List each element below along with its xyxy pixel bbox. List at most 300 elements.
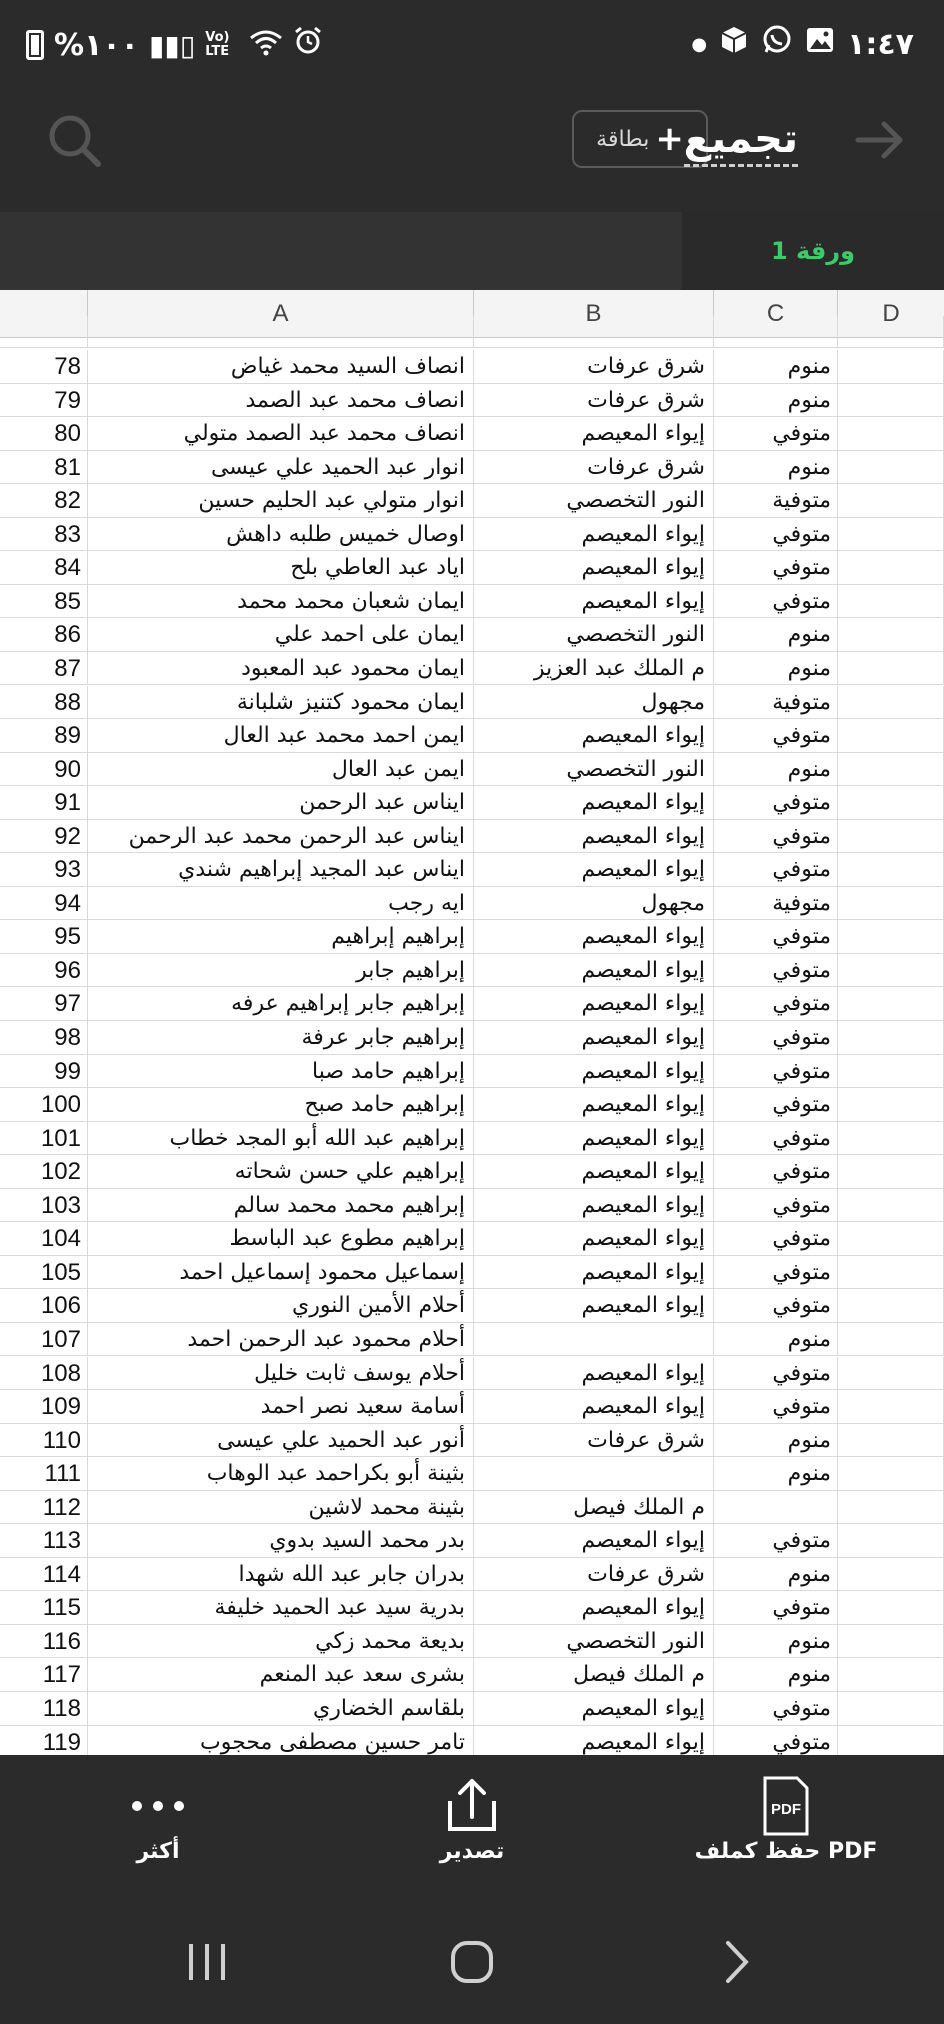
row-number-cell[interactable]: 85 bbox=[0, 585, 88, 619]
column-header-c[interactable]: C bbox=[714, 290, 838, 338]
row-number-cell[interactable]: 81 bbox=[0, 451, 88, 485]
row-number-cell[interactable]: 115 bbox=[0, 1591, 88, 1625]
empty-cell[interactable] bbox=[838, 1021, 944, 1055]
empty-cell[interactable] bbox=[838, 451, 944, 485]
pdf-icon-text: PDF bbox=[771, 1801, 801, 1818]
row-number-cell[interactable]: 92 bbox=[0, 820, 88, 854]
row-number-cell[interactable]: 94 bbox=[0, 887, 88, 921]
whatsapp-icon bbox=[761, 24, 793, 64]
location-cell[interactable]: إيواء المعيصم bbox=[474, 417, 714, 451]
row-number-cell[interactable]: 89 bbox=[0, 719, 88, 753]
location-cell[interactable]: إيواء المعيصم bbox=[474, 853, 714, 887]
empty-cell[interactable] bbox=[838, 887, 944, 921]
location-cell[interactable] bbox=[474, 1457, 714, 1491]
name-cell[interactable]: أحلام محمود عبد الرحمن احمد bbox=[88, 1323, 474, 1357]
empty-cell[interactable] bbox=[838, 1424, 944, 1458]
location-cell[interactable]: إيواء المعيصم bbox=[474, 987, 714, 1021]
row-number-cell[interactable]: 84 bbox=[0, 551, 88, 585]
name-cell[interactable]: بلقاسم الخضاري bbox=[88, 1692, 474, 1726]
status-cell[interactable]: متوفي bbox=[714, 920, 838, 954]
empty-cell[interactable] bbox=[838, 384, 944, 418]
status-cell[interactable]: متوفي bbox=[714, 1222, 838, 1256]
export-button[interactable] bbox=[372, 1773, 572, 1883]
location-cell[interactable]: إيواء المعيصم bbox=[474, 1289, 714, 1323]
empty-cell[interactable] bbox=[838, 1692, 944, 1726]
table-row-partial bbox=[0, 316, 944, 348]
back-button[interactable] bbox=[850, 110, 910, 170]
table-row bbox=[0, 618, 944, 652]
row-number-cell[interactable]: 87 bbox=[0, 652, 88, 686]
status-cell[interactable]: متوفي bbox=[714, 786, 838, 820]
name-cell[interactable]: إسماعيل محمود إسماعيل احمد bbox=[88, 1256, 474, 1290]
name-cell[interactable]: ايمان محمود عبد المعبود bbox=[88, 652, 474, 686]
status-cell[interactable]: منوم bbox=[714, 1323, 838, 1357]
status-cell[interactable]: متوفي bbox=[714, 820, 838, 854]
name-cell[interactable]: ايمان محمود كتنيز شلبانة bbox=[88, 686, 474, 720]
package-icon bbox=[719, 25, 749, 63]
empty-cell[interactable] bbox=[838, 920, 944, 954]
location-cell[interactable]: إيواء المعيصم bbox=[474, 1591, 714, 1625]
empty-cell[interactable] bbox=[838, 987, 944, 1021]
empty-cell[interactable] bbox=[838, 350, 944, 384]
empty-cell[interactable] bbox=[838, 1155, 944, 1189]
more-button[interactable] bbox=[58, 1773, 258, 1883]
battery-icon bbox=[26, 30, 44, 60]
status-cell[interactable]: منوم bbox=[714, 350, 838, 384]
table-row bbox=[0, 1155, 944, 1189]
status-cell[interactable]: متوفي bbox=[714, 1289, 838, 1323]
status-cell[interactable]: منوم bbox=[714, 618, 838, 652]
table-row bbox=[0, 1189, 944, 1223]
empty-cell[interactable] bbox=[838, 551, 944, 585]
empty-cell[interactable] bbox=[838, 618, 944, 652]
table-row bbox=[0, 1658, 944, 1692]
table-row bbox=[0, 686, 944, 720]
row-number-cell[interactable]: 103 bbox=[0, 1189, 88, 1223]
table-row bbox=[0, 1088, 944, 1122]
table-row bbox=[0, 954, 944, 988]
more-label: أكثر bbox=[136, 1839, 180, 1864]
export-label: تصدير bbox=[439, 1839, 505, 1864]
row-number-cell[interactable]: 83 bbox=[0, 518, 88, 552]
table-row bbox=[0, 1692, 944, 1726]
empty-cell[interactable] bbox=[838, 1323, 944, 1357]
save-pdf-button[interactable] bbox=[686, 1773, 886, 1883]
location-cell[interactable]: إيواء المعيصم bbox=[474, 1390, 714, 1424]
location-cell[interactable]: إيواء المعيصم bbox=[474, 954, 714, 988]
status-cell[interactable]: متوفي bbox=[714, 1390, 838, 1424]
name-cell[interactable]: ايناس عبد المجيد إبراهيم شندي bbox=[88, 853, 474, 887]
name-cell[interactable]: بديعة محمد زكي bbox=[88, 1625, 474, 1659]
row-number-cell[interactable]: 99 bbox=[0, 1055, 88, 1089]
row-number-cell[interactable]: 104 bbox=[0, 1222, 88, 1256]
table-cell[interactable] bbox=[88, 316, 474, 348]
pdf-file-icon bbox=[761, 1773, 811, 1839]
empty-cell[interactable] bbox=[838, 1457, 944, 1491]
row-number-cell[interactable]: 113 bbox=[0, 1524, 88, 1558]
location-cell[interactable]: إيواء المعيصم bbox=[474, 585, 714, 619]
name-cell[interactable]: ايناس عبد الرحمن bbox=[88, 786, 474, 820]
row-number-cell[interactable]: 117 bbox=[0, 1658, 88, 1692]
back-nav-button[interactable] bbox=[702, 1932, 772, 1992]
name-cell[interactable]: ايمن عبد العال bbox=[88, 753, 474, 787]
search-button[interactable] bbox=[44, 110, 104, 170]
location-cell[interactable]: شرق عرفات bbox=[474, 1558, 714, 1592]
table-row bbox=[0, 1021, 944, 1055]
name-cell[interactable]: اوصال خميس طلبه داهش bbox=[88, 518, 474, 552]
row-number-cell[interactable]: 107 bbox=[0, 1323, 88, 1357]
location-cell[interactable]: إيواء المعيصم bbox=[474, 920, 714, 954]
status-cell[interactable]: متوفي bbox=[714, 1021, 838, 1055]
share-icon bbox=[444, 1773, 500, 1839]
table-row bbox=[0, 1424, 944, 1458]
location-cell[interactable]: شرق عرفات bbox=[474, 1424, 714, 1458]
status-cell[interactable]: متوفي bbox=[714, 954, 838, 988]
name-cell[interactable]: إبراهيم جابر bbox=[88, 954, 474, 988]
name-cell[interactable]: اياد عبد العاطي بلح bbox=[88, 551, 474, 585]
name-cell[interactable]: إبراهيم علي حسن شحاته bbox=[88, 1155, 474, 1189]
name-cell[interactable]: بشرى سعد عبد المنعم bbox=[88, 1658, 474, 1692]
plus-icon: + bbox=[655, 119, 684, 159]
location-cell[interactable]: إيواء المعيصم bbox=[474, 1088, 714, 1122]
location-cell[interactable]: إيواء المعيصم bbox=[474, 518, 714, 552]
empty-cell[interactable] bbox=[838, 1558, 944, 1592]
row-number-cell[interactable]: 95 bbox=[0, 920, 88, 954]
status-cell[interactable]: منوم bbox=[714, 451, 838, 485]
empty-cell[interactable] bbox=[838, 1189, 944, 1223]
table-row bbox=[0, 1122, 944, 1156]
row-number-cell[interactable]: 79 bbox=[0, 384, 88, 418]
status-cell[interactable]: متوفي bbox=[714, 551, 838, 585]
table-row bbox=[0, 1457, 944, 1491]
row-number-cell[interactable]: 105 bbox=[0, 1256, 88, 1290]
name-cell[interactable]: ايمن احمد محمد عبد العال bbox=[88, 719, 474, 753]
empty-cell[interactable] bbox=[838, 954, 944, 988]
table-row bbox=[0, 987, 944, 1021]
location-cell[interactable]: م الملك فيصل bbox=[474, 1658, 714, 1692]
name-cell[interactable]: ايمان على احمد علي bbox=[88, 618, 474, 652]
row-number-cell[interactable]: 100 bbox=[0, 1088, 88, 1122]
status-cell[interactable]: متوفي bbox=[714, 1155, 838, 1189]
status-cell[interactable]: متوفي bbox=[714, 1189, 838, 1223]
location-cell[interactable]: النور التخصصي bbox=[474, 484, 714, 518]
row-number-cell[interactable]: 111 bbox=[0, 1457, 88, 1491]
location-cell[interactable]: إيواء المعيصم bbox=[474, 1726, 714, 1755]
location-cell[interactable]: م الملك فيصل bbox=[474, 1491, 714, 1525]
status-cell[interactable]: متوفي bbox=[714, 518, 838, 552]
name-cell[interactable]: إبراهيم محمد محمد سالم bbox=[88, 1189, 474, 1223]
spreadsheet-grid[interactable] bbox=[0, 290, 944, 1755]
empty-cell[interactable] bbox=[838, 1390, 944, 1424]
row-number-cell[interactable]: 82 bbox=[0, 484, 88, 518]
table-row bbox=[0, 551, 944, 585]
location-cell[interactable]: م الملك عبد العزيز bbox=[474, 652, 714, 686]
status-cell[interactable]: متوفية bbox=[714, 686, 838, 720]
status-cell[interactable]: متوفي bbox=[714, 417, 838, 451]
table-row bbox=[0, 887, 944, 921]
name-cell[interactable]: إبراهيم عبد الله أبو المجد خطاب bbox=[88, 1122, 474, 1156]
row-number-cell[interactable]: 114 bbox=[0, 1558, 88, 1592]
empty-cell[interactable] bbox=[838, 1658, 944, 1692]
name-cell[interactable]: ايه رجب bbox=[88, 887, 474, 921]
location-cell[interactable]: إيواء المعيصم bbox=[474, 1055, 714, 1089]
name-cell[interactable]: بدرية سيد عبد الحميد خليفة bbox=[88, 1591, 474, 1625]
empty-cell[interactable] bbox=[838, 484, 944, 518]
empty-cell[interactable] bbox=[838, 1524, 944, 1558]
status-bar bbox=[0, 0, 944, 86]
empty-cell[interactable] bbox=[838, 1256, 944, 1290]
app-toolbar bbox=[0, 86, 944, 212]
status-cell[interactable]: منوم bbox=[714, 1457, 838, 1491]
location-cell[interactable]: إيواء المعيصم bbox=[474, 820, 714, 854]
name-cell[interactable]: بثينة أبو بكراحمد عبد الوهاب bbox=[88, 1457, 474, 1491]
name-cell[interactable]: أحلام يوسف ثابت خليل bbox=[88, 1357, 474, 1391]
name-cell[interactable]: إبراهيم إبراهيم bbox=[88, 920, 474, 954]
table-row bbox=[0, 1726, 944, 1755]
table-row bbox=[0, 518, 944, 552]
status-cell[interactable]: منوم bbox=[714, 652, 838, 686]
location-cell[interactable]: شرق عرفات bbox=[474, 384, 714, 418]
table-cell[interactable] bbox=[0, 316, 88, 348]
name-cell[interactable]: انوار متولي عبد الحليم حسين bbox=[88, 484, 474, 518]
row-number-cell[interactable]: 102 bbox=[0, 1155, 88, 1189]
row-number-cell[interactable]: 78 bbox=[0, 350, 88, 384]
empty-cell[interactable] bbox=[838, 753, 944, 787]
row-number-cell[interactable]: 110 bbox=[0, 1424, 88, 1458]
table-row bbox=[0, 1256, 944, 1290]
location-cell[interactable]: إيواء المعيصم bbox=[474, 1524, 714, 1558]
status-cell[interactable]: متوفي bbox=[714, 853, 838, 887]
name-cell[interactable]: ايناس عبد الرحمن محمد عبد الرحمن bbox=[88, 820, 474, 854]
status-cell[interactable]: متوفي bbox=[714, 987, 838, 1021]
row-number-cell[interactable]: 106 bbox=[0, 1289, 88, 1323]
name-cell[interactable]: تامر حسين مصطفى محجوب bbox=[88, 1726, 474, 1755]
table-row bbox=[0, 719, 944, 753]
table-row bbox=[0, 1289, 944, 1323]
name-cell[interactable]: أحلام الأمين النوري bbox=[88, 1289, 474, 1323]
row-number-cell[interactable]: 90 bbox=[0, 753, 88, 787]
table-cell[interactable] bbox=[474, 316, 714, 348]
location-cell[interactable] bbox=[474, 1323, 714, 1357]
status-cell[interactable]: متوفي bbox=[714, 1055, 838, 1089]
location-cell[interactable]: مجهول bbox=[474, 887, 714, 921]
row-number-cell[interactable]: 109 bbox=[0, 1390, 88, 1424]
location-cell[interactable]: إيواء المعيصم bbox=[474, 1256, 714, 1290]
status-cell[interactable]: متوفي bbox=[714, 1357, 838, 1391]
row-number-cell[interactable]: 108 bbox=[0, 1357, 88, 1391]
clock-time: ١:٤٧ bbox=[847, 26, 914, 62]
status-cell[interactable]: متوفي bbox=[714, 719, 838, 753]
row-number-cell[interactable]: 96 bbox=[0, 954, 88, 988]
status-cell[interactable]: متوفي bbox=[714, 1122, 838, 1156]
battery-level: %١٠٠ bbox=[54, 27, 139, 63]
recent-apps-icon bbox=[185, 1940, 229, 1984]
location-cell[interactable]: إيواء المعيصم bbox=[474, 1155, 714, 1189]
name-cell[interactable]: انصاف محمد عبد الصمد bbox=[88, 384, 474, 418]
name-cell[interactable]: إبراهيم جابر عرفة bbox=[88, 1021, 474, 1055]
name-cell[interactable]: إبراهيم مطوع عبد الباسط bbox=[88, 1222, 474, 1256]
system-nav-bar bbox=[0, 1900, 944, 2024]
location-cell[interactable]: شرق عرفات bbox=[474, 451, 714, 485]
location-cell[interactable]: إيواء المعيصم bbox=[474, 1222, 714, 1256]
empty-cell[interactable] bbox=[838, 1357, 944, 1391]
table-row bbox=[0, 384, 944, 418]
table-row bbox=[0, 820, 944, 854]
name-cell[interactable]: أسامة سعيد نصر احمد bbox=[88, 1390, 474, 1424]
name-cell[interactable]: إبراهيم جابر إبراهيم عرفه bbox=[88, 987, 474, 1021]
empty-cell[interactable] bbox=[838, 1625, 944, 1659]
location-cell[interactable]: النور التخصصي bbox=[474, 1625, 714, 1659]
status-cell[interactable] bbox=[714, 1491, 838, 1525]
table-row bbox=[0, 1491, 944, 1525]
table-row bbox=[0, 753, 944, 787]
signal-icon: ▮▮▯ bbox=[149, 28, 196, 62]
row-number-cell[interactable]: 118 bbox=[0, 1692, 88, 1726]
column-header-a[interactable]: A bbox=[88, 290, 474, 338]
status-cell[interactable]: منوم bbox=[714, 1424, 838, 1458]
empty-cell[interactable] bbox=[838, 719, 944, 753]
location-cell[interactable]: إيواء المعيصم bbox=[474, 1357, 714, 1391]
name-cell[interactable]: بدر محمد السيد بدوي bbox=[88, 1524, 474, 1558]
row-number-cell[interactable]: 97 bbox=[0, 987, 88, 1021]
save-pdf-label: حفظ كملف PDF bbox=[694, 1839, 878, 1864]
name-cell[interactable]: انوار عبد الحميد علي عيسى bbox=[88, 451, 474, 485]
status-cell[interactable]: منوم bbox=[714, 384, 838, 418]
table-cell[interactable] bbox=[714, 316, 838, 348]
table-row bbox=[0, 1524, 944, 1558]
empty-cell[interactable] bbox=[838, 1591, 944, 1625]
row-number-cell[interactable]: 93 bbox=[0, 853, 88, 887]
table-row bbox=[0, 652, 944, 686]
empty-cell[interactable] bbox=[838, 1289, 944, 1323]
table-row bbox=[0, 1558, 944, 1592]
status-cell[interactable]: متوفي bbox=[714, 1256, 838, 1290]
bottom-action-bar bbox=[0, 1755, 944, 1900]
table-row bbox=[0, 484, 944, 518]
empty-cell[interactable] bbox=[838, 786, 944, 820]
name-cell[interactable]: إبراهيم حامد صبح bbox=[88, 1088, 474, 1122]
table-row bbox=[0, 853, 944, 887]
table-row bbox=[0, 417, 944, 451]
status-cell[interactable]: متوفية bbox=[714, 887, 838, 921]
gallery-icon bbox=[805, 25, 835, 63]
empty-cell[interactable] bbox=[838, 518, 944, 552]
empty-cell[interactable] bbox=[838, 853, 944, 887]
status-cell[interactable]: متوفي bbox=[714, 585, 838, 619]
empty-cell[interactable] bbox=[838, 1491, 944, 1525]
network-type: Vo) LTE bbox=[205, 30, 230, 59]
table-row bbox=[0, 585, 944, 619]
table-row bbox=[0, 1357, 944, 1391]
empty-cell[interactable] bbox=[838, 686, 944, 720]
sheet-tab-1[interactable]: ورقة 1 bbox=[682, 212, 944, 290]
status-cell[interactable]: منوم bbox=[714, 753, 838, 787]
status-right bbox=[691, 24, 914, 64]
row-number-cell[interactable]: 119 bbox=[0, 1726, 88, 1755]
location-cell[interactable]: شرق عرفات bbox=[474, 350, 714, 384]
status-cell[interactable]: منوم bbox=[714, 1625, 838, 1659]
name-cell[interactable]: انصاف محمد عبد الصمد متولي bbox=[88, 417, 474, 451]
table-row bbox=[0, 1222, 944, 1256]
status-cell[interactable]: متوفي bbox=[714, 1692, 838, 1726]
location-cell[interactable]: إيواء المعيصم bbox=[474, 719, 714, 753]
status-cell[interactable]: متوفية bbox=[714, 484, 838, 518]
location-cell[interactable]: إيواء المعيصم bbox=[474, 1122, 714, 1156]
status-cell[interactable]: منوم bbox=[714, 1658, 838, 1692]
recent-apps-button[interactable] bbox=[172, 1932, 242, 1992]
location-cell[interactable]: إيواء المعيصم bbox=[474, 1021, 714, 1055]
location-cell[interactable]: إيواء المعيصم bbox=[474, 551, 714, 585]
column-header-b[interactable]: B bbox=[474, 290, 714, 338]
empty-cell[interactable] bbox=[838, 1088, 944, 1122]
status-cell[interactable]: متوفي bbox=[714, 1524, 838, 1558]
location-cell[interactable]: مجهول bbox=[474, 686, 714, 720]
table-cell[interactable] bbox=[838, 316, 944, 348]
status-cell[interactable]: منوم bbox=[714, 1558, 838, 1592]
status-cell[interactable]: متوفي bbox=[714, 1088, 838, 1122]
search-icon bbox=[44, 110, 104, 170]
table-row bbox=[0, 1390, 944, 1424]
row-number-cell[interactable]: 98 bbox=[0, 1021, 88, 1055]
empty-cell[interactable] bbox=[838, 652, 944, 686]
chevron-right-icon bbox=[722, 1939, 752, 1985]
table-row bbox=[0, 1625, 944, 1659]
empty-cell[interactable] bbox=[838, 417, 944, 451]
name-cell[interactable]: بثينة محمد لاشين bbox=[88, 1491, 474, 1525]
location-cell[interactable]: إيواء المعيصم bbox=[474, 1189, 714, 1223]
location-cell[interactable]: إيواء المعيصم bbox=[474, 786, 714, 820]
document-title[interactable]: تجميع bbox=[684, 116, 798, 167]
name-cell[interactable]: إبراهيم حامد صبا bbox=[88, 1055, 474, 1089]
row-number-cell[interactable]: 91 bbox=[0, 786, 88, 820]
column-header-d[interactable]: D bbox=[882, 300, 900, 327]
home-button[interactable] bbox=[437, 1932, 507, 1992]
name-cell[interactable]: انصاف السيد محمد غياض bbox=[88, 350, 474, 384]
empty-cell[interactable] bbox=[838, 1055, 944, 1089]
location-cell[interactable]: النور التخصصي bbox=[474, 618, 714, 652]
empty-cell[interactable] bbox=[838, 585, 944, 619]
name-cell[interactable]: بدران جابر عبد الله شهدا bbox=[88, 1558, 474, 1592]
empty-cell[interactable] bbox=[838, 820, 944, 854]
name-cell[interactable]: ايمان شعبان محمد محمد bbox=[88, 585, 474, 619]
empty-cell[interactable] bbox=[838, 1726, 944, 1755]
home-icon bbox=[449, 1939, 495, 1985]
row-number-cell[interactable]: 101 bbox=[0, 1122, 88, 1156]
table-row bbox=[0, 350, 944, 384]
location-cell[interactable]: إيواء المعيصم bbox=[474, 1692, 714, 1726]
row-number-cell[interactable]: 80 bbox=[0, 417, 88, 451]
wifi-icon bbox=[249, 28, 283, 63]
location-cell[interactable]: النور التخصصي bbox=[474, 753, 714, 787]
table-row bbox=[0, 786, 944, 820]
table-row bbox=[0, 1323, 944, 1357]
table-row bbox=[0, 920, 944, 954]
row-number-cell[interactable]: 88 bbox=[0, 686, 88, 720]
row-number-cell[interactable]: 112 bbox=[0, 1491, 88, 1525]
add-card-label: بطاقة bbox=[596, 126, 650, 152]
sheet-tab-bar bbox=[0, 212, 944, 290]
row-number-cell[interactable]: 86 bbox=[0, 618, 88, 652]
table-row bbox=[0, 1055, 944, 1089]
empty-cell[interactable] bbox=[838, 1222, 944, 1256]
status-cell[interactable]: متوفي bbox=[714, 1591, 838, 1625]
more-dots-icon bbox=[130, 1773, 186, 1839]
row-number-cell[interactable]: 116 bbox=[0, 1625, 88, 1659]
table-row bbox=[0, 1591, 944, 1625]
empty-cell[interactable] bbox=[838, 1122, 944, 1156]
status-cell[interactable]: متوفي bbox=[714, 1726, 838, 1755]
name-cell[interactable]: أنور عبد الحميد علي عيسى bbox=[88, 1424, 474, 1458]
